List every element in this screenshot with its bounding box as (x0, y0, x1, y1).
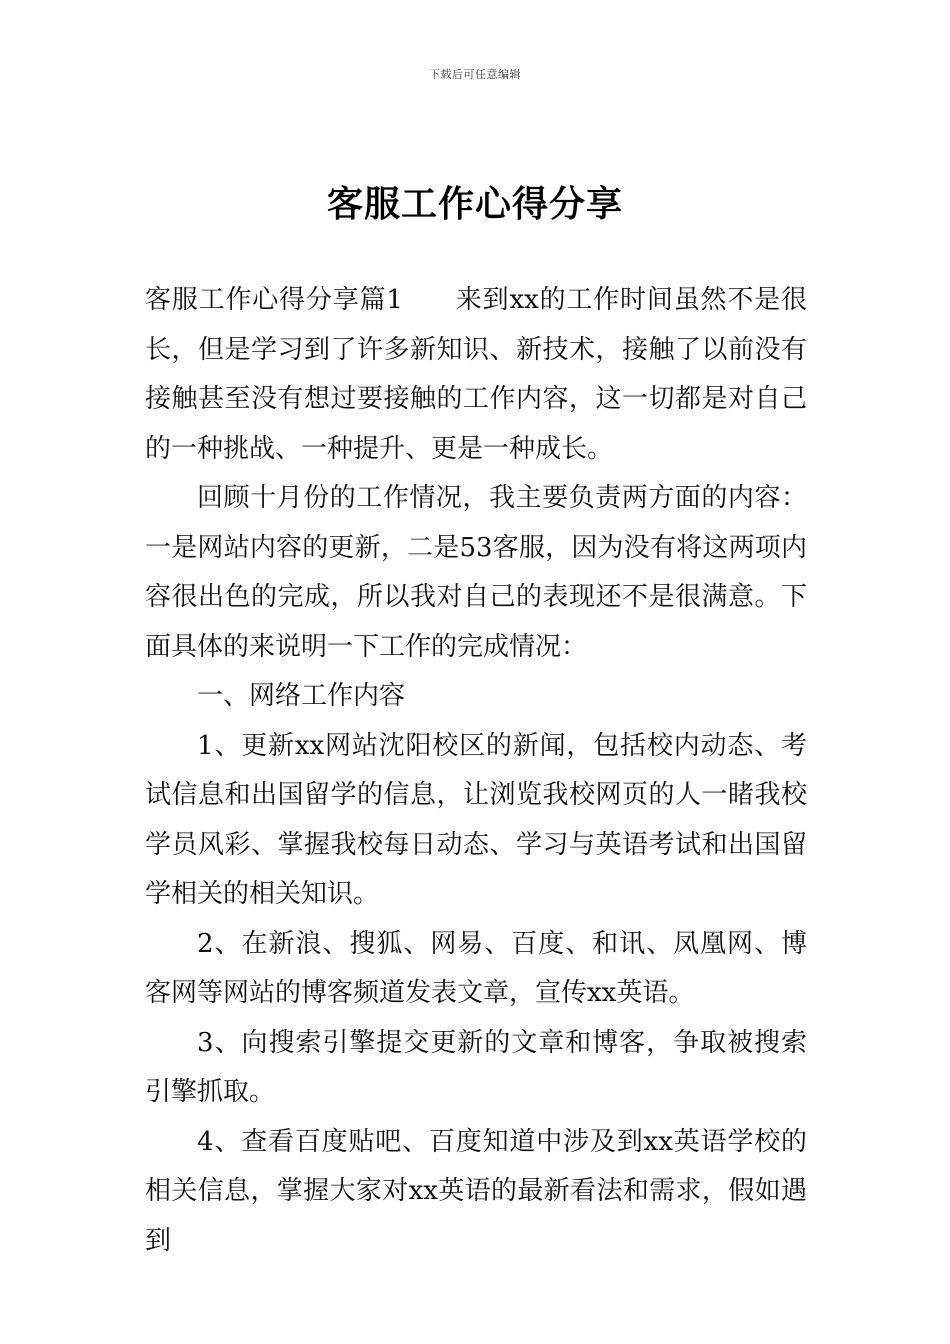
paragraph: 3、向搜索引擎提交更新的文章和博客，争取被搜索引擎抓取。 (145, 1027, 807, 1107)
paragraph-intro (145, 276, 807, 474)
document-title: 客服工作心得分享 (326, 184, 623, 225)
header-note: 下载后可任意编辑 (429, 68, 521, 81)
section-label: 客服工作心得分享篇1 (145, 285, 403, 315)
paragraph-text: 来到xx的工作时间虽然不是很长，但是学习到了许多新知识、新技术，接触了以前没有接触甚至没有想过要接触的工作内容，这一切都是对自己的一种挑战、一种提升、更是一种成长。 (145, 285, 808, 464)
document-body (145, 276, 807, 1266)
paragraph: 4、查看百度贴吧、百度知道中涉及到xx英语学校的相关信息，掌握大家对xx英语的最新看法和需求，假如遇到 (145, 1126, 807, 1256)
paragraph: 1、更新xx网站沈阳校区的新闻，包括校内动态、考试信息和出国留学的信息，让浏览我校网页的人一睹我校学员风彩、掌握我校每日动态、学习与英语考试和出国留学相关的相关知识。 (145, 730, 807, 909)
paragraph: 2、在新浪、搜狐、网易、百度、和讯、凤凰网、博客网等网站的博客频道发表文章，宣传xx英语。 (145, 928, 807, 1008)
section-heading: 一、网络工作内容 (197, 681, 406, 711)
paragraph: 回顾十月份的工作情况，我主要负责两方面的内容：一是网站内容的更新，二是53客服，因为没有将这两项内容很出色的完成，所以我对自己的表现还不是很满意。下面具体的来说明一下工作的完成情况： (145, 483, 807, 662)
